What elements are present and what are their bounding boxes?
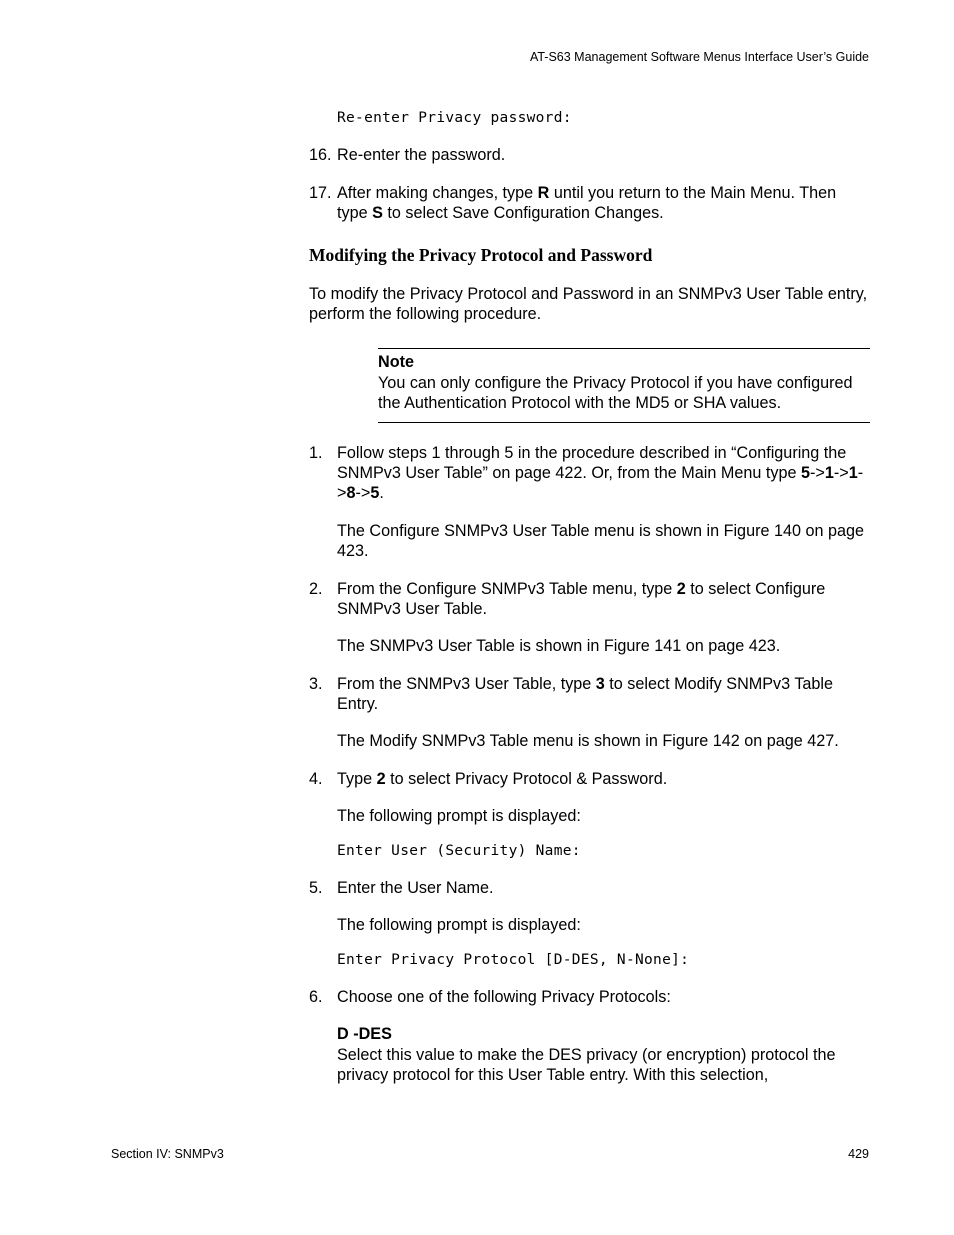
step-text: From the Configure SNMPv3 Table menu, type 2 to select Configure SNMPv3 User Table.: [337, 580, 826, 618]
key-s: S: [372, 204, 383, 222]
step-number: 17.: [309, 184, 332, 202]
privacy-password-prompt: Re-enter Privacy password:: [337, 110, 572, 126]
privacy-protocol-prompt: Enter Privacy Protocol [D-DES, N-None]:: [337, 952, 690, 968]
running-header: AT-S63 Management Software Menus Interface User’s Guide: [529, 50, 869, 64]
step-number: 4.: [309, 770, 323, 788]
step-4-followup: The following prompt is displayed:: [337, 807, 581, 825]
step-text: After making changes, type R until you return to the Main Menu. Then type S to select Save Configuration Changes.: [337, 184, 837, 222]
step-3-followup: The Modify SNMPv3 Table menu is shown in Figure 142 on page 427.: [337, 732, 839, 750]
step-number: 2.: [309, 580, 323, 598]
step-number: 1.: [309, 444, 323, 462]
user-name-prompt: Enter User (Security) Name:: [337, 843, 581, 859]
step-5-followup: The following prompt is displayed:: [337, 916, 581, 934]
note-body: You can only configure the Privacy Protocol if you have configured the Authentication Protocol with the MD5 or SHA values.: [378, 374, 853, 412]
step-text: Enter the User Name.: [337, 879, 494, 897]
step-text: Choose one of the following Privacy Protocols:: [337, 988, 671, 1006]
option-body: Select this value to make the DES privacy (or encryption) protocol the privacy protocol for this User Table entry. With this selection,: [337, 1046, 836, 1084]
step-2-followup: The SNMPv3 User Table is shown in Figure 141 on page 423.: [337, 637, 781, 655]
step-number: 5.: [309, 879, 323, 897]
step-text: Re-enter the password.: [337, 146, 506, 164]
intro-paragraph: To modify the Privacy Protocol and Password in an SNMPv3 User Table entry, perform the following procedure.: [309, 285, 868, 323]
note-title: Note: [378, 353, 414, 371]
step-1-followup: The Configure SNMPv3 User Table menu is shown in Figure 140 on page 423.: [337, 522, 864, 560]
page-number: 429: [848, 1147, 869, 1161]
step-number: 3.: [309, 675, 323, 693]
footer-section: Section IV: SNMPv3: [111, 1147, 224, 1161]
step-text: From the SNMPv3 User Table, type 3 to select Modify SNMPv3 Table Entry.: [337, 675, 834, 713]
key-r: R: [537, 184, 550, 202]
step-number: 16.: [309, 146, 332, 164]
step-text: Type 2 to select Privacy Protocol & Password.: [337, 770, 668, 788]
step-text: Follow steps 1 through 5 in the procedure described in “Configuring the SNMPv3 User Table” on page 422. Or, from the Main Menu type 5->1->1->8->5.: [337, 444, 864, 502]
section-heading: Modifying the Privacy Protocol and Password: [309, 245, 653, 265]
option-title: D -DES: [337, 1025, 392, 1043]
note-box: [378, 348, 870, 423]
step-number: 6.: [309, 988, 323, 1006]
